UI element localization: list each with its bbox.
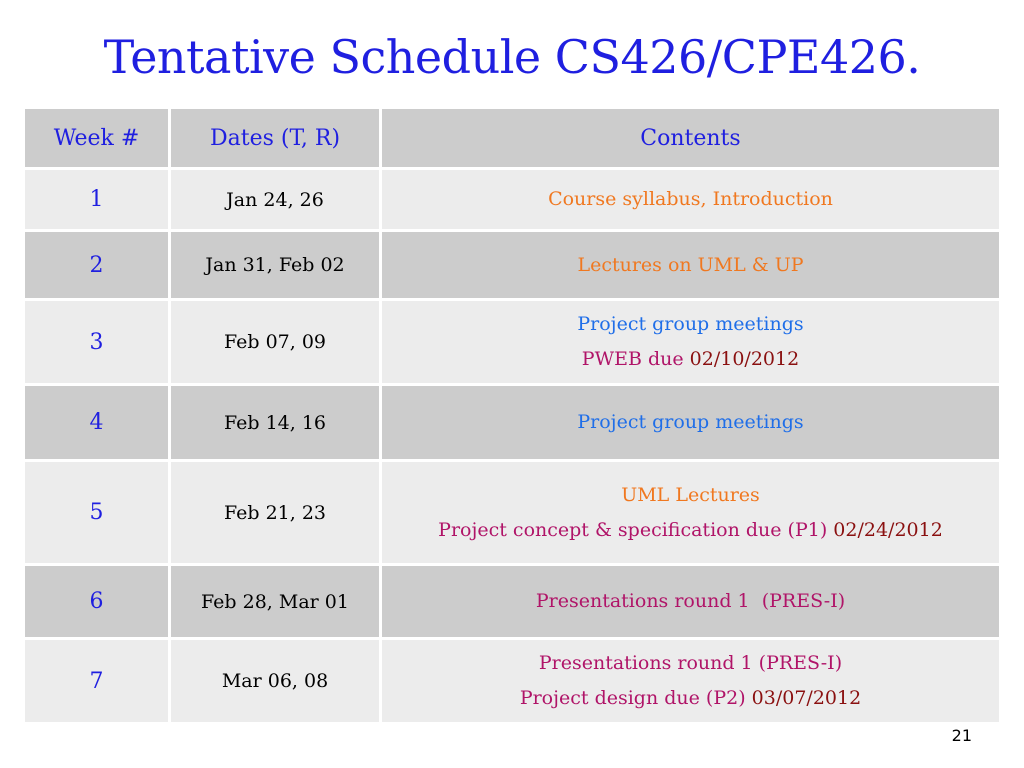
contents-text: Project concept & specification due (P1) <box>438 518 834 541</box>
contents-text: Project group meetings <box>577 313 804 335</box>
contents-cell <box>382 232 999 298</box>
table-row <box>25 170 999 229</box>
table-row <box>25 232 999 298</box>
contents-cell <box>382 640 999 722</box>
contents-text: PWEB due <box>581 348 690 370</box>
contents-line <box>386 348 995 371</box>
table-header-row <box>25 109 999 167</box>
contents-cell <box>382 566 999 637</box>
contents-cell <box>382 301 999 383</box>
dates-cell: Mar 06, 08 <box>171 640 379 722</box>
contents-text: Project group meetings <box>577 411 804 433</box>
week-cell: 7 <box>25 640 168 722</box>
contents-text: 02/10/2012 <box>689 348 800 370</box>
week-cell: 6 <box>25 566 168 637</box>
contents-cell <box>382 386 999 459</box>
contents-line <box>386 188 995 211</box>
dates-cell: Feb 28, Mar 01 <box>171 566 379 637</box>
schedule-table <box>22 106 1002 725</box>
contents-text: Presentations round 1 (PRES-I) <box>538 652 843 674</box>
header-contents: Contents <box>382 109 999 167</box>
week-cell: 3 <box>25 301 168 383</box>
dates-cell: Jan 31, Feb 02 <box>171 232 379 298</box>
contents-text: Course syllabus, Introduction <box>548 188 833 210</box>
contents-line <box>386 652 995 675</box>
contents-text: UML Lectures <box>621 483 760 506</box>
week-cell: 5 <box>25 462 168 563</box>
contents-text: Project design due (P2) <box>519 687 752 709</box>
week-cell: 4 <box>25 386 168 459</box>
contents-line <box>386 411 995 434</box>
contents-cell <box>382 170 999 229</box>
header-week: Week # <box>25 109 168 167</box>
table-row <box>25 640 999 722</box>
dates-cell: Feb 07, 09 <box>171 301 379 383</box>
contents-cell <box>382 462 999 563</box>
dates-cell: Feb 14, 16 <box>171 386 379 459</box>
contents-text: Presentations round 1 (PRES-I) <box>535 590 846 612</box>
week-cell: 2 <box>25 232 168 298</box>
contents-line <box>386 484 995 507</box>
week-cell: 1 <box>25 170 168 229</box>
page-number: 21 <box>951 726 972 745</box>
dates-cell: Feb 21, 23 <box>171 462 379 563</box>
contents-line <box>386 519 995 542</box>
contents-line <box>386 590 995 613</box>
contents-text: Lectures on UML & UP <box>577 253 804 276</box>
contents-text: 03/07/2012 <box>751 687 862 709</box>
slide-title: Tentative Schedule CS426/CPE426. <box>103 30 921 84</box>
table-row <box>25 462 999 563</box>
contents-line <box>386 313 995 336</box>
table-row <box>25 301 999 383</box>
header-dates: Dates (T, R) <box>171 109 379 167</box>
contents-line <box>386 254 995 277</box>
table-row <box>25 386 999 459</box>
contents-text: 02/24/2012 <box>833 518 943 541</box>
contents-line <box>386 687 995 710</box>
dates-cell: Jan 24, 26 <box>171 170 379 229</box>
table-row <box>25 566 999 637</box>
